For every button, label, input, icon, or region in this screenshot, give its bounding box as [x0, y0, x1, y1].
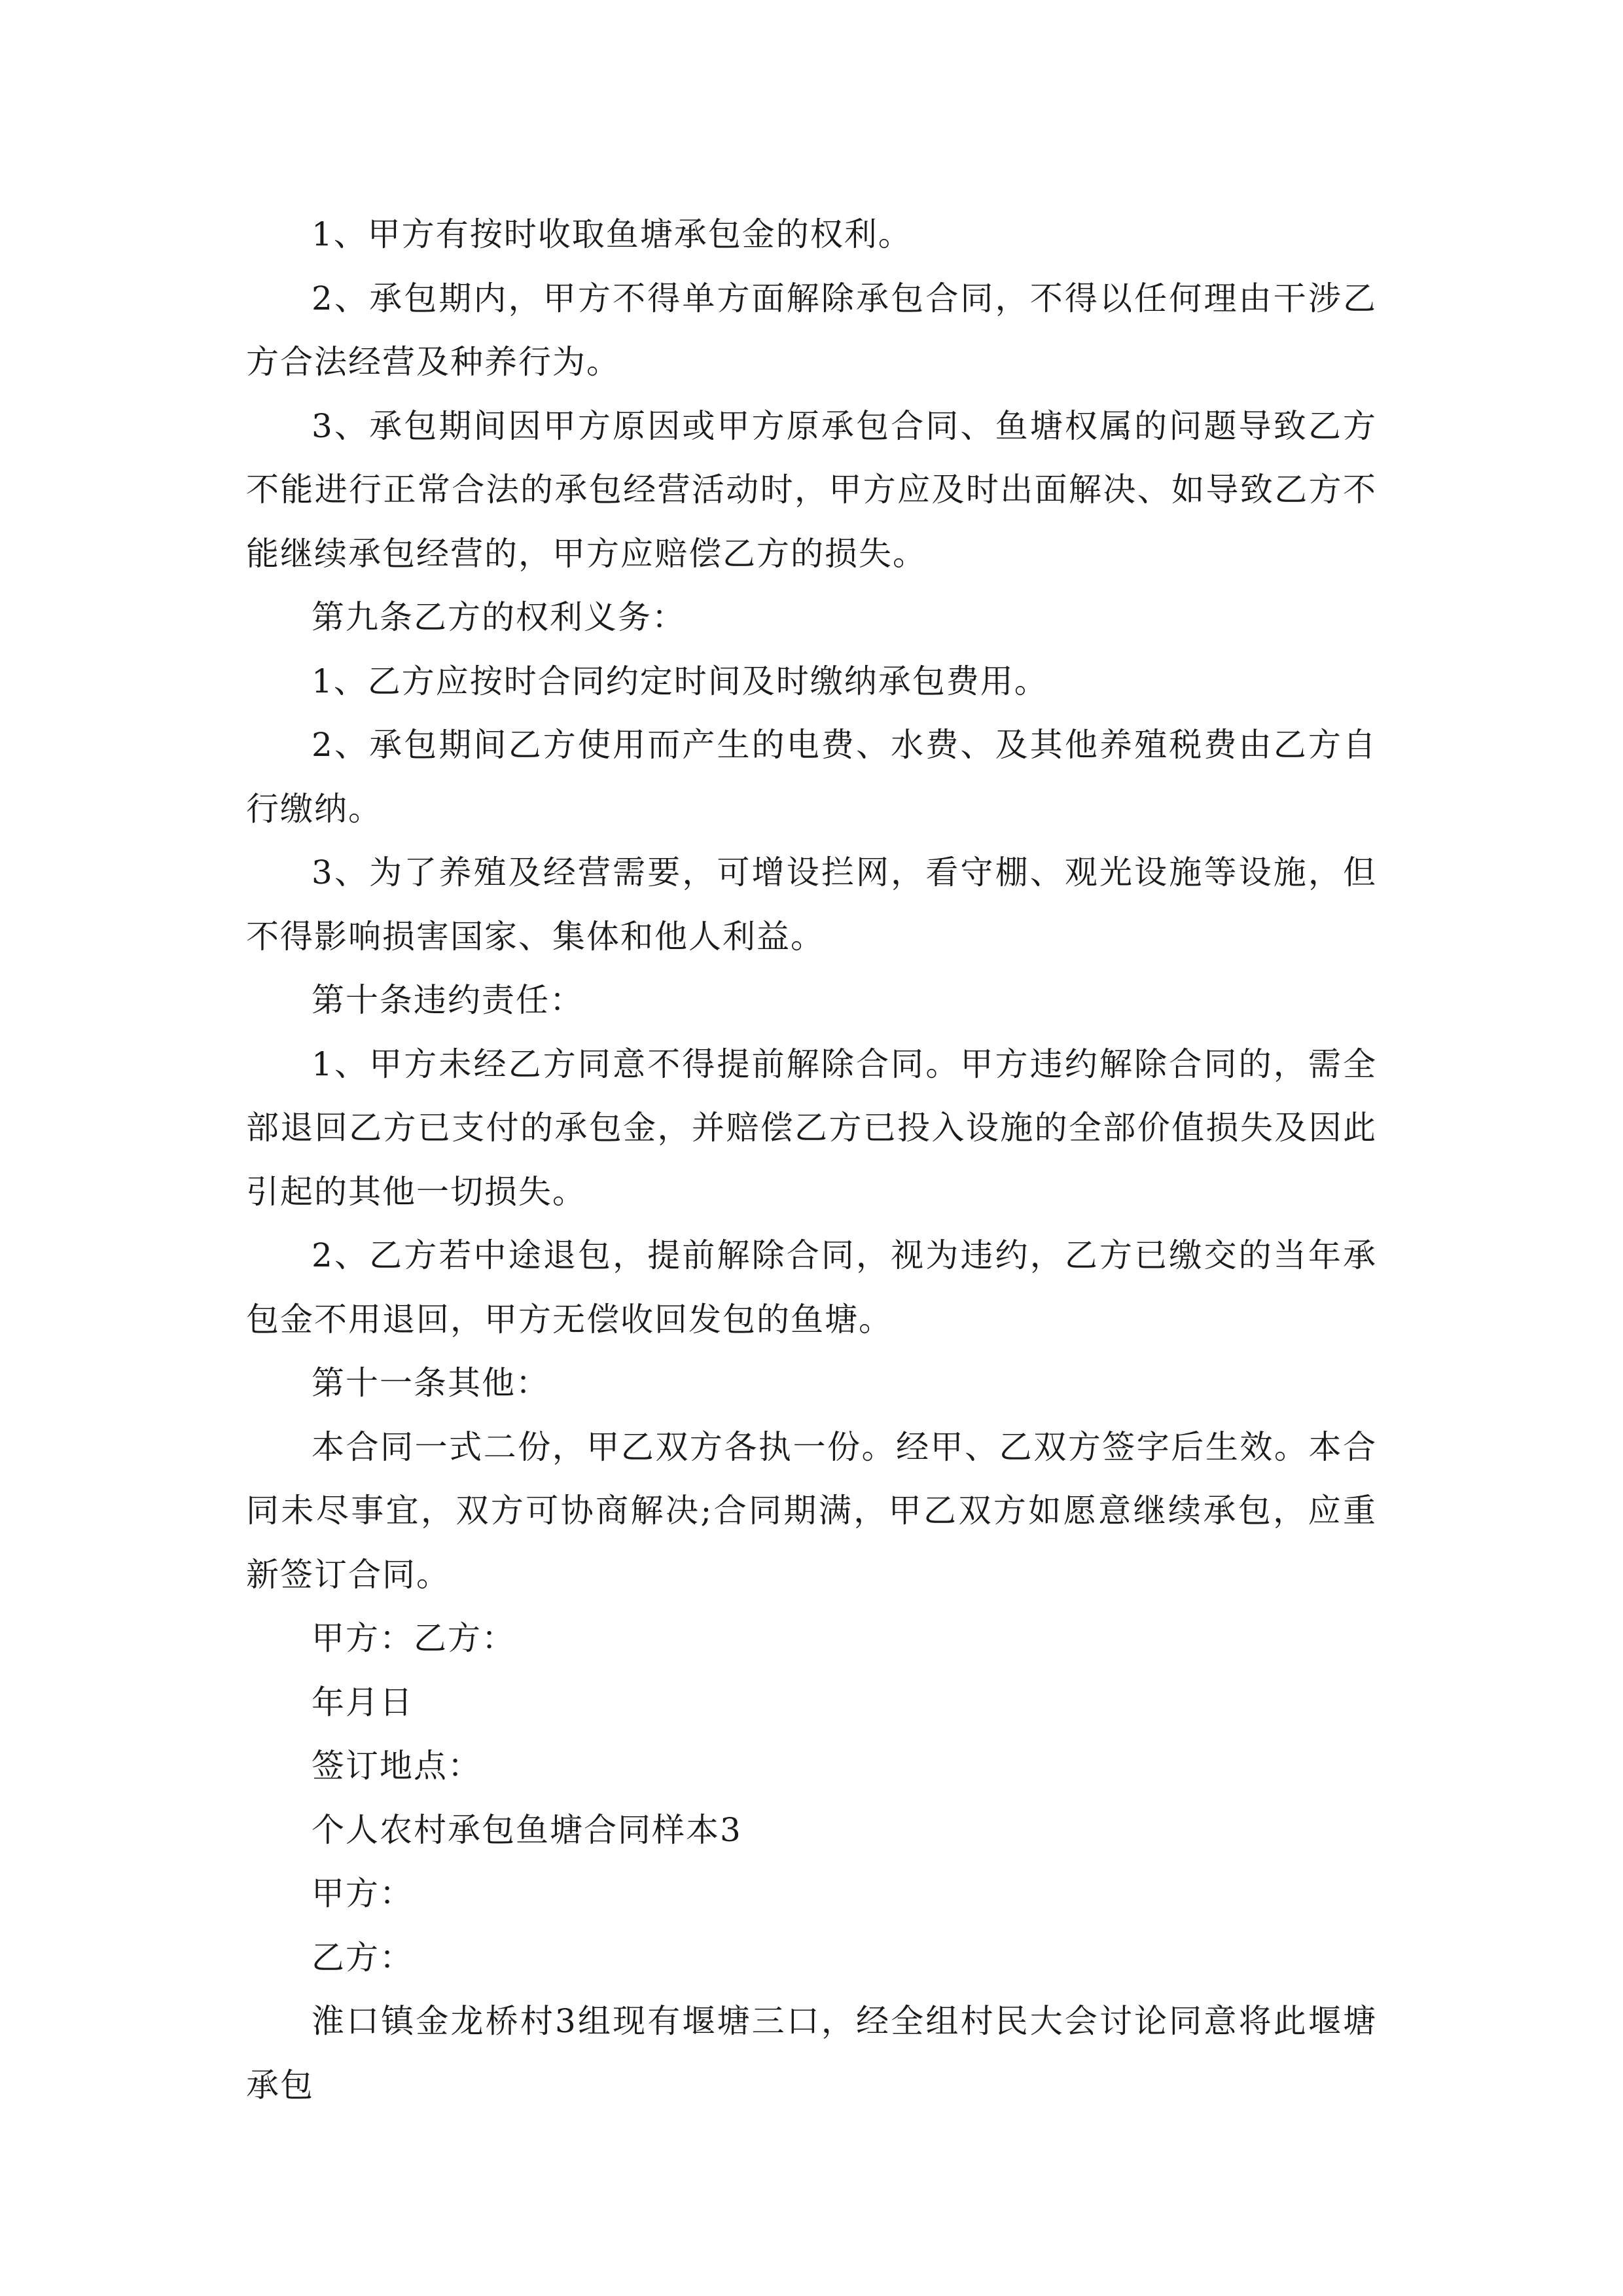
sample-3-title: 个人农村承包鱼塘合同样本3	[312, 1810, 742, 1849]
heading-article-10: 第十条违约责任：	[312, 981, 584, 1019]
paragraph-clause-1: 1、甲方有按时收取鱼塘承包金的权利。	[312, 215, 912, 253]
heading-article-9: 第九条乙方的权利义务：	[312, 598, 686, 636]
paragraph-article-10-item-2: 2、乙方若中途退包，提前解除合同，视为违约，乙方已缴交的当年承包金不用退回，甲方无偿收回发包的鱼塘。	[246, 1236, 1377, 1338]
party-b-line: 乙方：	[312, 1938, 414, 1977]
paragraph-article-10-item-1: 1、甲方未经乙方同意不得提前解除合同。甲方违约解除合同的，需全部退回乙方已支付的承包金，并赔偿乙方已投入设施的全部价值损失及因此引起的其他一切损失。	[246, 1045, 1377, 1211]
date-line: 年月日	[312, 1683, 414, 1721]
paragraph-clause-3: 3、承包期间因甲方原因或甲方原承包合同、鱼塘权属的问题导致乙方不能进行正常合法的承包经营活动时，甲方应及时出面解决、如导致乙方不能继续承包经营的，甲方应赔偿乙方的损失。	[246, 406, 1377, 573]
paragraph-article-9-item-3: 3、为了养殖及经营需要，可增设拦网，看守棚、观光设施等设施，但不得影响损害国家、集体和他人利益。	[246, 853, 1377, 956]
paragraph-sample-3-intro: 淮口镇金龙桥村3组现有堰塘三口，经全组村民大会讨论同意将此堰塘承包	[246, 2002, 1377, 2104]
paragraph-article-11-body: 本合同一式二份，甲乙双方各执一份。经甲、乙双方签字后生效。本合同未尽事宜，双方可协商解决;合同期满，甲乙双方如愿意继续承包，应重新签订合同。	[246, 1427, 1377, 1594]
signing-location-line: 签订地点：	[312, 1747, 482, 1785]
heading-article-11: 第十一条其他：	[312, 1364, 550, 1402]
signature-parties-line: 甲方：乙方：	[312, 1619, 516, 1657]
paragraph-clause-2: 2、承包期内，甲方不得单方面解除承包合同，不得以任何理由干涉乙方合法经营及种养行为。	[246, 279, 1377, 381]
paragraph-article-9-item-1: 1、乙方应按时合同约定时间及时缴纳承包费用。	[312, 662, 1048, 700]
contract-body	[246, 203, 1377, 2117]
paragraph-article-9-item-2: 2、承包期间乙方使用而产生的电费、水费、及其他养殖税费由乙方自行缴纳。	[246, 726, 1377, 828]
party-a-line: 甲方：	[312, 1874, 414, 1912]
